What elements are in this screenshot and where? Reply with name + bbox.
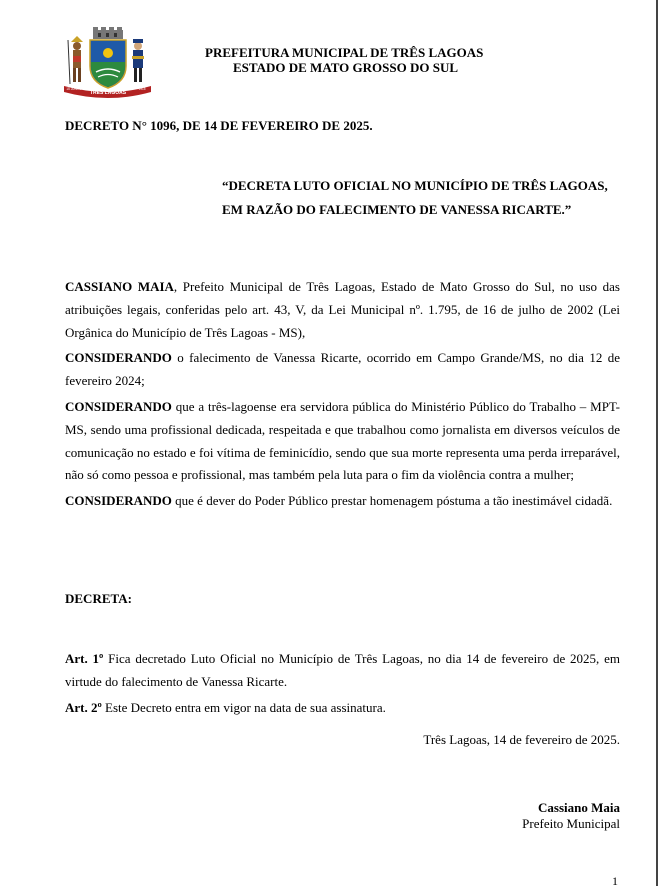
article-1: [65, 648, 620, 694]
article-label: Art. 2º: [65, 699, 102, 715]
coat-of-arms-logo: [60, 26, 155, 98]
paragraph-text: que a três-lagoense era servidora pública do Ministério Público do Trabalho – MPT-MS, sendo uma profissional dedicada, respeitada e que trabalhou como jornalista em diversos veículos de comunicação no estado e foi vítima de feminicídio, sendo que sua morte representa uma perda irreparável, não só como pessoa e profissional, mas também pela luta para o fim da violência contra a mulher;: [65, 398, 620, 483]
paragraph-considering-2: [65, 396, 620, 487]
paragraph-preamble: [65, 276, 620, 344]
decree-title: DECRETO N° 1096, DE 14 DE FEVEREIRO DE 2025.: [65, 118, 373, 133]
ementa-line-2: EM RAZÃO DO FALECIMENTO DE VANESSA RICARTE.”: [222, 202, 572, 217]
paragraph-considering-3: [65, 490, 620, 513]
paragraph-considering-1: [65, 347, 620, 393]
paragraph-lead: CONSIDERANDO: [65, 398, 172, 414]
header-line-1: PREFEITURA MUNICIPAL DE TRÊS LAGOAS: [205, 45, 484, 60]
header-line-2: ESTADO DE MATO GROSSO DO SUL: [233, 60, 459, 75]
ribbon-text: TRÊS LAGOAS: [89, 90, 127, 96]
signatory-role: Prefeito Municipal: [522, 816, 620, 831]
ementa-line-1: “DECRETA LUTO OFICIAL NO MUNICÍPIO DE TRÊS LAGOAS,: [222, 178, 608, 193]
article-label: Art. 1º: [65, 651, 104, 666]
ribbon-date-right: 1915: [138, 87, 146, 91]
signature-block: [522, 800, 620, 832]
article-text: Fica decretado Luto Oficial no Município de Três Lagoas, no dia 14 de fevereiro de 2025, em virtude do falecimento de Vanessa Ricarte.: [65, 651, 620, 689]
signatory-name: Cassiano Maia: [538, 800, 620, 815]
paragraph-lead: CASSIANO MAIA: [65, 279, 174, 294]
articles: [65, 648, 620, 722]
paragraph-lead: CONSIDERANDO: [65, 350, 172, 366]
preamble: [65, 276, 620, 516]
paragraph-text: , Prefeito Municipal de Três Lagoas, Estado de Mato Grosso do Sul, no uso das atribuições legais, conferidas pelo art. 43, V, da Lei Municipal nº. 1.795, de 16 de julho de 2002 (Lei Orgânica do Município de Três Lagoas - MS),: [65, 279, 620, 340]
right-figure: [132, 39, 144, 82]
mural-crown: [93, 27, 123, 39]
document-header: [205, 45, 505, 75]
ribbon-date-left: 15 JUNHO: [66, 87, 82, 91]
place-and-date: Três Lagoas, 14 de fevereiro de 2025.: [423, 732, 620, 747]
article-text: Este Decreto entra em vigor na data de sua assinatura.: [101, 699, 386, 715]
page-number: 1: [612, 874, 618, 888]
decreta-heading: DECRETA:: [65, 591, 132, 606]
paragraph-text: que é dever do Poder Público prestar homenagem póstuma a tão inestimável cidadã.: [171, 493, 613, 509]
article-2: [65, 697, 620, 720]
ementa: [222, 174, 642, 222]
left-figure: [68, 36, 83, 84]
paragraph-lead: CONSIDERANDO: [65, 493, 172, 509]
paragraph-text: o falecimento de Vanessa Ricarte, ocorrido em Campo Grande/MS, no dia 12 de fevereiro 2024;: [65, 350, 620, 389]
shield: [90, 40, 126, 88]
